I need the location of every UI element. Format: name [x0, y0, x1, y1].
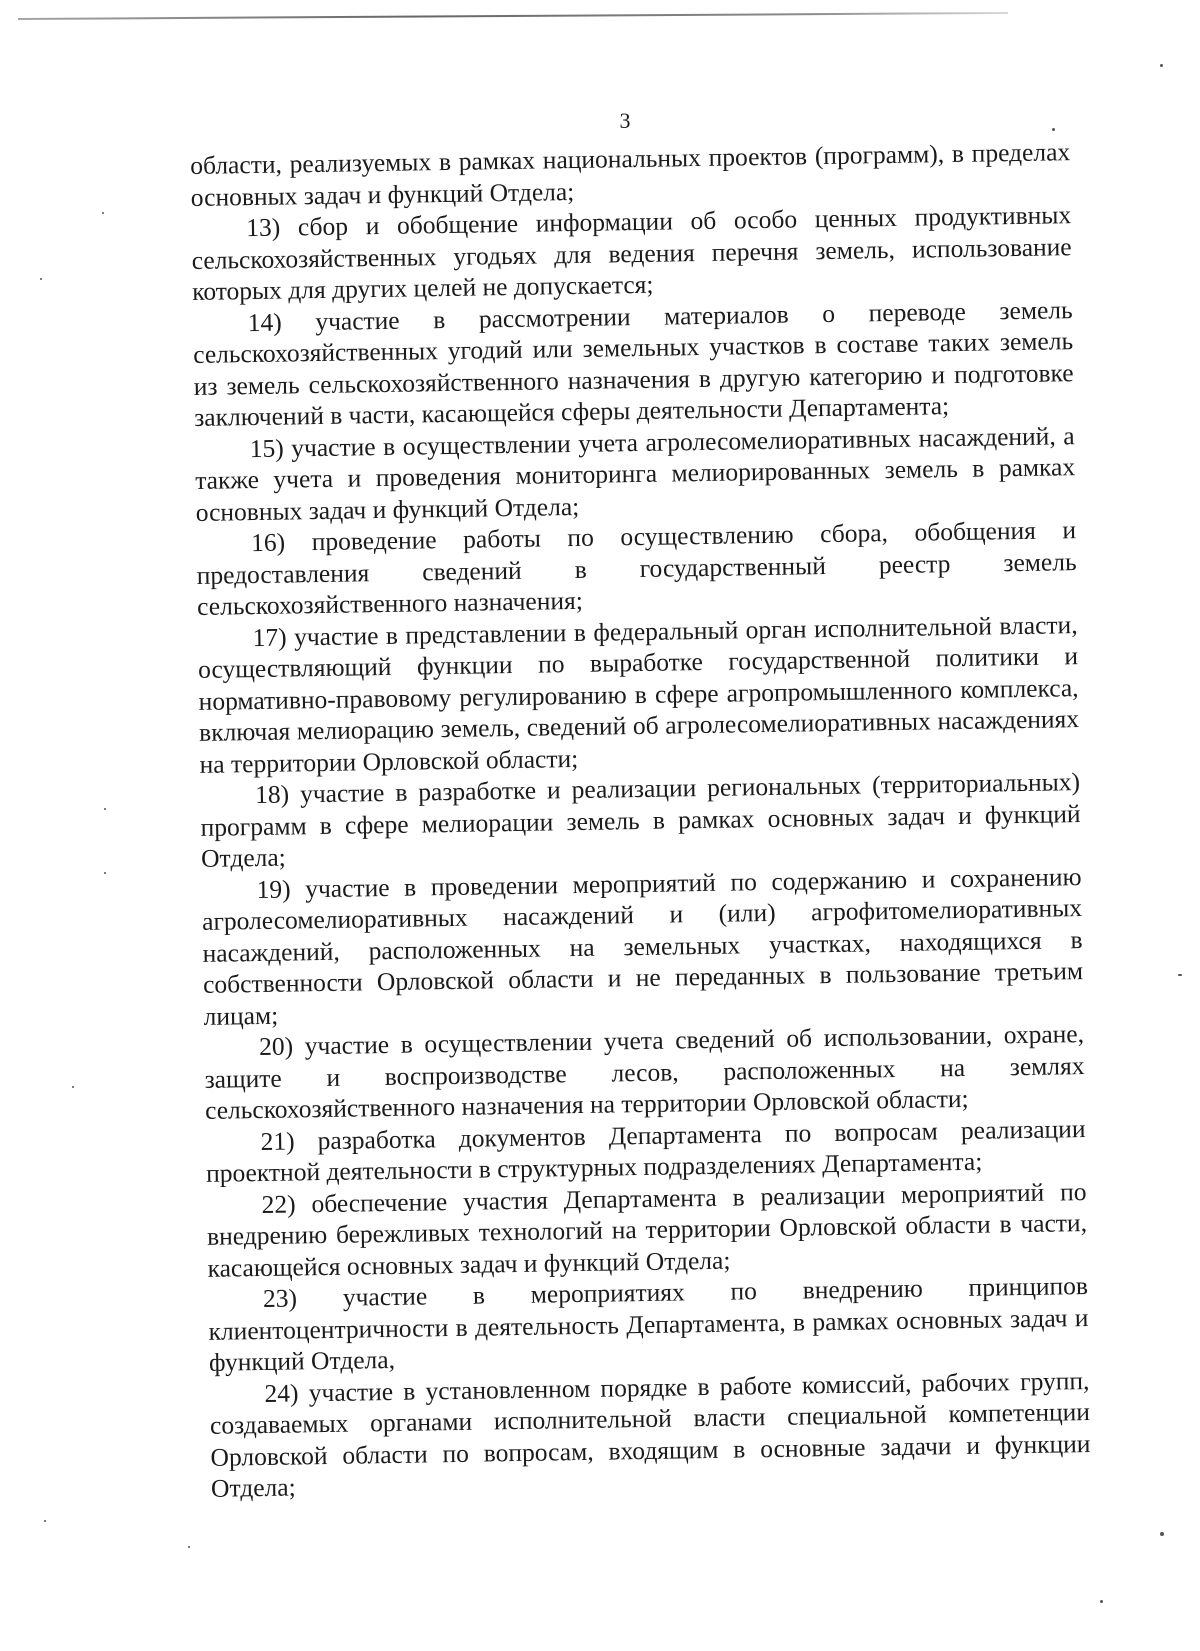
lead-paragraph: области, реализуемых в рамках национальных проектов (программ), в пределах основных задач и функций Отдела;	[190, 137, 1071, 212]
scan-edge-line	[18, 12, 1008, 20]
list-item-14: 14) участие в рассмотрении материалов о переводе земель сельскохозяйственных угодий или земельных участков в составе таких земель из земель сельскохозяйственного назначения в другую категорию и подготовке заключений в части, касающейся сферы деятельности Департамента;	[192, 294, 1074, 432]
scan-speck	[104, 872, 106, 874]
scan-speck	[1160, 1532, 1164, 1536]
list-item-15: 15) участие в осуществлении учета агролесомелиоративных насаждений, а также учета и проведения мониторинга мелиорированных земель в рамках основных задач и функций Отдела;	[194, 420, 1076, 527]
list-item-13: 13) сбор и обобщение информации об особо ценных продуктивных сельскохозяйственных угодьях для ведения перечня земель, использование которых для других целей не допускается;	[191, 200, 1072, 306]
list-item-20: 20) участие в осуществлении учета сведений об использовании, охране, защите и воспроизводстве лесов, расположенных на землях сельскохозяйственного назначения на территории Орловской области;	[204, 1019, 1085, 1125]
list-item-24: 24) участие в установленном порядке в работе комиссий, рабочих групп, создаваемых органами исполнительной власти специальной компетенции Орловской области по вопросам, входящим в основные задачи и функции Отдела;	[209, 1365, 1091, 1503]
scan-speck	[1178, 974, 1182, 976]
list-item-19: 19) участие в проведении мероприятий по содержанию и сохранению агролесомелиоративных насаждений и (или) агрофитомелиоративных насаждений, расположенных на земельных участках, находящихся в собственности Орловской области и не переданных в пользование третьим лицам;	[201, 861, 1084, 1031]
scan-speck	[102, 212, 104, 214]
scan-speck	[1052, 128, 1055, 131]
page-number: 3	[619, 108, 631, 133]
document-body	[190, 136, 1091, 1504]
list-item-17: 17) участие в представлении в федеральный орган исполнительной власти, осуществляющий функции по выработке государственной политики и нормативно-правовому регулированию в сфере агропромышленного комплекса, включая мелиорацию земель, сведений об агролесомелиоративных насаждениях на территории Орловской области;	[197, 609, 1080, 779]
list-item-18: 18) участие в разработке и реализации региональных (территориальных) программ в сфере мелиорации земель в рамках основных задач и функций Отдела;	[200, 767, 1081, 873]
scan-speck	[44, 1520, 46, 1522]
list-item-16: 16) проведение работы по осуществлению сбора, обобщения и предоставления сведений в государственный реестр земель сельскохозяйственного назначения;	[196, 515, 1077, 621]
list-item-22: 22) обеспечение участия Департамента в реализации мероприятий по внедрению бережливых технологий на территории Орловской области в части, касающейся основных задач и функций Отдела;	[206, 1176, 1088, 1283]
scan-speck	[188, 1546, 190, 1548]
list-item-21: 21) разработка документов Департамента по вопросам реализации проектной деятельности в структурных подразделениях Департамента;	[205, 1113, 1086, 1188]
scan-speck	[104, 808, 106, 810]
scan-speck	[40, 278, 42, 280]
scan-speck	[1160, 64, 1163, 67]
scan-speck	[72, 1086, 74, 1088]
list-item-23: 23) участие в мероприятиях по внедрению принципов клиентоцентричности в деятельность Департамента, в рамках основных задач и функций Отдела,	[208, 1271, 1089, 1377]
scan-speck	[1100, 1600, 1103, 1603]
